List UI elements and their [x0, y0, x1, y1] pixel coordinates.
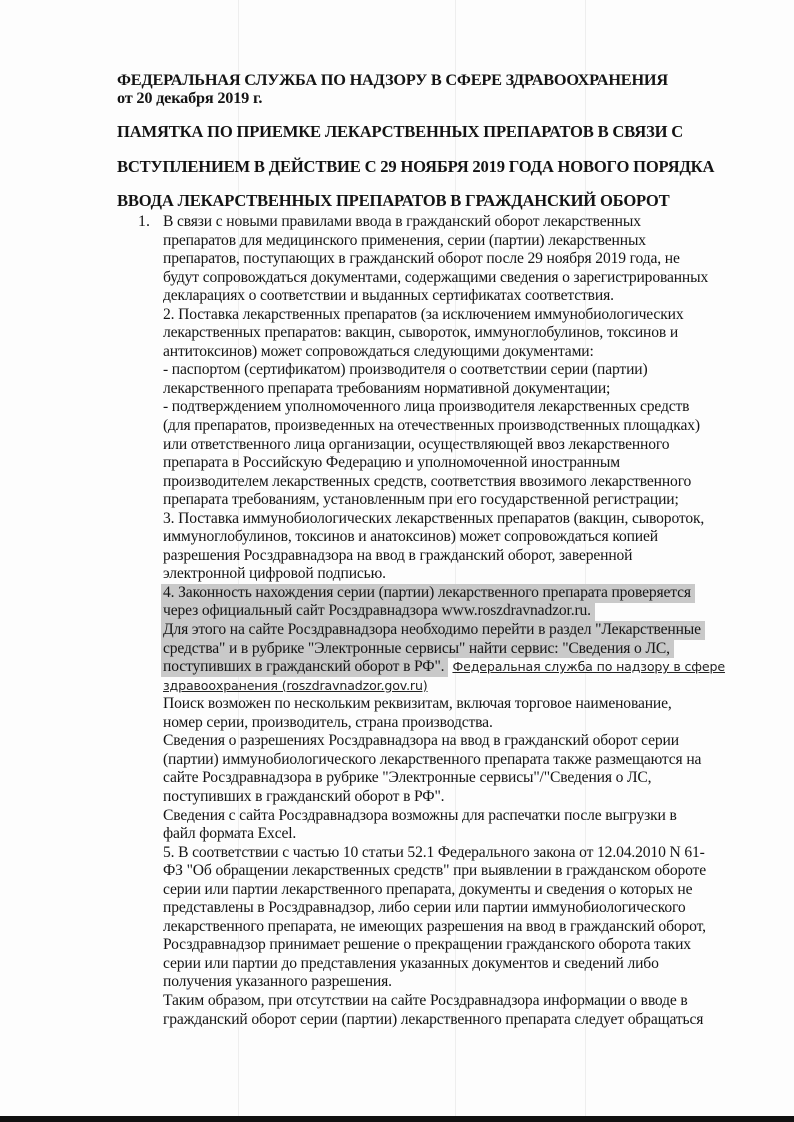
text-line — [163, 825, 725, 844]
line-text: ФЗ "Об обращении лекарственных средств" при выявлении в гражданском обороте — [163, 862, 706, 880]
line-text: Таким образом, при отсутствии на сайте Росздравнадзора информации о вводе в — [163, 991, 688, 1009]
text-line — [163, 306, 725, 325]
line-text: получения указанного разрешения. — [163, 973, 392, 991]
line-text: Сведения о разрешениях Росздравнадзора на ввод в гражданский оборот серии — [163, 732, 679, 750]
text-line — [163, 751, 725, 770]
line-text: препаратов для медицинского применения, серии (партии) лекарственных — [163, 231, 646, 249]
agency-name: ФЕДЕРАЛЬНАЯ СЛУЖБА ПО НАДЗОРУ В СФЕРЕ ЗДРАВООХРАНЕНИЯ — [117, 70, 668, 89]
text-line — [163, 454, 725, 473]
line-text: В связи с новыми правилами ввода в гражданский оборот лекарственных — [163, 213, 641, 230]
text-line — [163, 343, 725, 362]
line-text: - паспортом (сертификатом) производителя о соответствии серии (партии) — [163, 361, 648, 379]
text-line — [163, 584, 725, 603]
text-line — [163, 807, 725, 826]
text-line — [163, 436, 725, 455]
line-text: сайте Росздравнадзора в рубрике "Электронные сервисы"/"Сведения о ЛС, — [163, 769, 652, 787]
line-text: - подтверждением уполномоченного лица производителя лекарственных средств — [163, 398, 690, 416]
text-line — [163, 417, 725, 436]
text-line — [163, 565, 725, 584]
roszdravnadzor-link[interactable]: здравоохранения (roszdravnadzor.gov.ru) — [163, 677, 428, 693]
text-line — [163, 844, 725, 863]
text-line — [163, 1011, 725, 1030]
line-text: электронной цифровой подписью. — [163, 565, 386, 583]
line-text: будут сопровождаться документами, содержащими сведения о зарегистрированных — [163, 268, 709, 286]
text-line — [163, 677, 725, 696]
text-line — [163, 640, 725, 659]
text-line — [163, 918, 725, 937]
text-line — [163, 380, 725, 399]
text-line — [163, 658, 725, 677]
text-line — [163, 714, 725, 733]
highlighted-text: поступивших в гражданский оборот в РФ". — [161, 658, 448, 677]
scan-edge — [0, 1116, 794, 1122]
line-text: препарата в Российскую Федерацию и уполномоченной иностранным — [163, 454, 620, 472]
line-text: номер серии, производитель, страна производства. — [163, 713, 493, 731]
text-line — [163, 287, 725, 306]
text-line — [163, 491, 725, 510]
line-text: иммуноглобулинов, токсинов и анатоксинов) может сопровождаться копией — [163, 528, 658, 546]
text-line — [163, 232, 725, 251]
document-date: от 20 декабря 2019 г. — [117, 88, 263, 107]
line-text: лекарственного препарата требованиям нормативной документации; — [163, 379, 611, 397]
text-line — [163, 269, 725, 288]
text-line — [163, 732, 725, 751]
line-text: (для препаратов, произведенных на отечественных производственных площадках) — [163, 417, 700, 435]
text-line — [163, 510, 725, 529]
line-text: препарата требованиям, установленным при его государственной регистрации; — [163, 491, 679, 509]
text-line — [163, 361, 725, 380]
highlighted-text: Для этого на сайте Росздравнадзора необходимо перейти в раздел "Лекарственные — [161, 621, 705, 640]
document-body — [163, 213, 725, 1029]
line-text: Сведения с сайта Росздравнадзора возможны для распечатки после выгрузки в — [163, 806, 677, 824]
text-line — [163, 955, 725, 974]
text-line — [163, 862, 725, 881]
line-text: Поиск возможен по нескольким реквизитам, включая торговое наименование, — [163, 695, 672, 713]
highlighted-text: 4. Законность нахождения серии (партии) лекарственного препарата проверяется — [161, 584, 695, 603]
line-text: серии или партии до представления указанных документов и сведений либо — [163, 954, 659, 972]
text-line — [163, 881, 725, 900]
list-number: 1. — [138, 213, 150, 230]
title-line: ВВОДА ЛЕКАРСТВЕННЫХ ПРЕПАРАТОВ В ГРАЖДАНСКИЙ ОБОРОТ — [117, 191, 670, 210]
line-text: 5. В соответствии с частью 10 статьи 52.1 Федерального закона от 12.04.2010 N 61- — [163, 843, 705, 861]
text-line — [163, 788, 725, 807]
title-line: ВСТУПЛЕНИЕМ В ДЕЙСТВИЕ С 29 НОЯБРЯ 2019 ГОДА НОВОГО ПОРЯДКА — [117, 157, 715, 176]
roszdravnadzor-link[interactable]: Федеральная служба по надзору в сфере — [452, 659, 725, 675]
line-text: гражданский оборот серии (партии) лекарственного препарата следует обращаться — [163, 1010, 704, 1028]
line-text: лекарственного препарата, не имеющих разрешения на ввод в гражданский оборот, — [163, 917, 706, 935]
line-text: или ответственного лица организации, осуществляющей ввоз лекарственного — [163, 435, 670, 453]
line-text: 3. Поставка иммунобиологических лекарственных препаратов (вакцин, сывороток, — [163, 509, 705, 527]
highlighted-text: средства" и в рубрике "Электронные сервисы" найти сервис: "Сведения о ЛС, — [161, 640, 674, 659]
text-line — [163, 547, 725, 566]
highlighted-text: через официальный сайт Росздравнадзора www.roszdravnadzor.ru. — [161, 602, 595, 621]
text-line — [163, 936, 725, 955]
text-line — [163, 695, 725, 714]
line-text: представлены в Росздравнадзор, либо серии или партии иммунобиологического — [163, 899, 686, 917]
line-text: 2. Поставка лекарственных препаратов (за исключением иммунобиологических — [163, 305, 684, 323]
line-text: (партии) иммунобиологического лекарственного препарата также размещаются на — [163, 750, 702, 768]
text-line — [163, 992, 725, 1011]
text-line — [163, 473, 725, 492]
text-line — [163, 602, 725, 621]
text-line — [163, 528, 725, 547]
text-line — [163, 973, 725, 992]
line-text: препаратов, поступающих в гражданский оборот после 29 ноября 2019 года, не — [163, 250, 680, 268]
text-line — [163, 398, 725, 417]
text-line — [163, 899, 725, 918]
line-text: поступивших в гражданский оборот в РФ". — [163, 787, 445, 805]
line-text: серии или партии лекарственного препарата, документы и сведения о которых не — [163, 880, 693, 898]
text-line — [163, 621, 725, 640]
line-text: декларациях о соответствии и выданных сертификатах соответствия. — [163, 287, 614, 305]
line-text: разрешения Росздравнадзора на ввод в гражданский оборот, заверенной — [163, 546, 633, 564]
line-text: лекарственных препаратов: вакцин, сывороток, иммуноглобулинов, токсинов и — [163, 324, 679, 342]
line-text: Росздравнадзор принимает решение о прекращении гражданского оборота таких — [163, 936, 691, 954]
line-text: антитоксинов) может сопровождаться следующими документами: — [163, 342, 594, 360]
text-line — [163, 213, 725, 232]
line-text: файл формата Excel. — [163, 825, 297, 843]
text-line — [163, 250, 725, 269]
title-line: ПАМЯТКА ПО ПРИЕМКЕ ЛЕКАРСТВЕННЫХ ПРЕПАРАТОВ В СВЯЗИ С — [117, 122, 684, 141]
text-line — [163, 769, 725, 788]
line-text: производителем лекарственных средств, соответствия ввозимого лекарственного — [163, 472, 692, 490]
text-line — [163, 324, 725, 343]
